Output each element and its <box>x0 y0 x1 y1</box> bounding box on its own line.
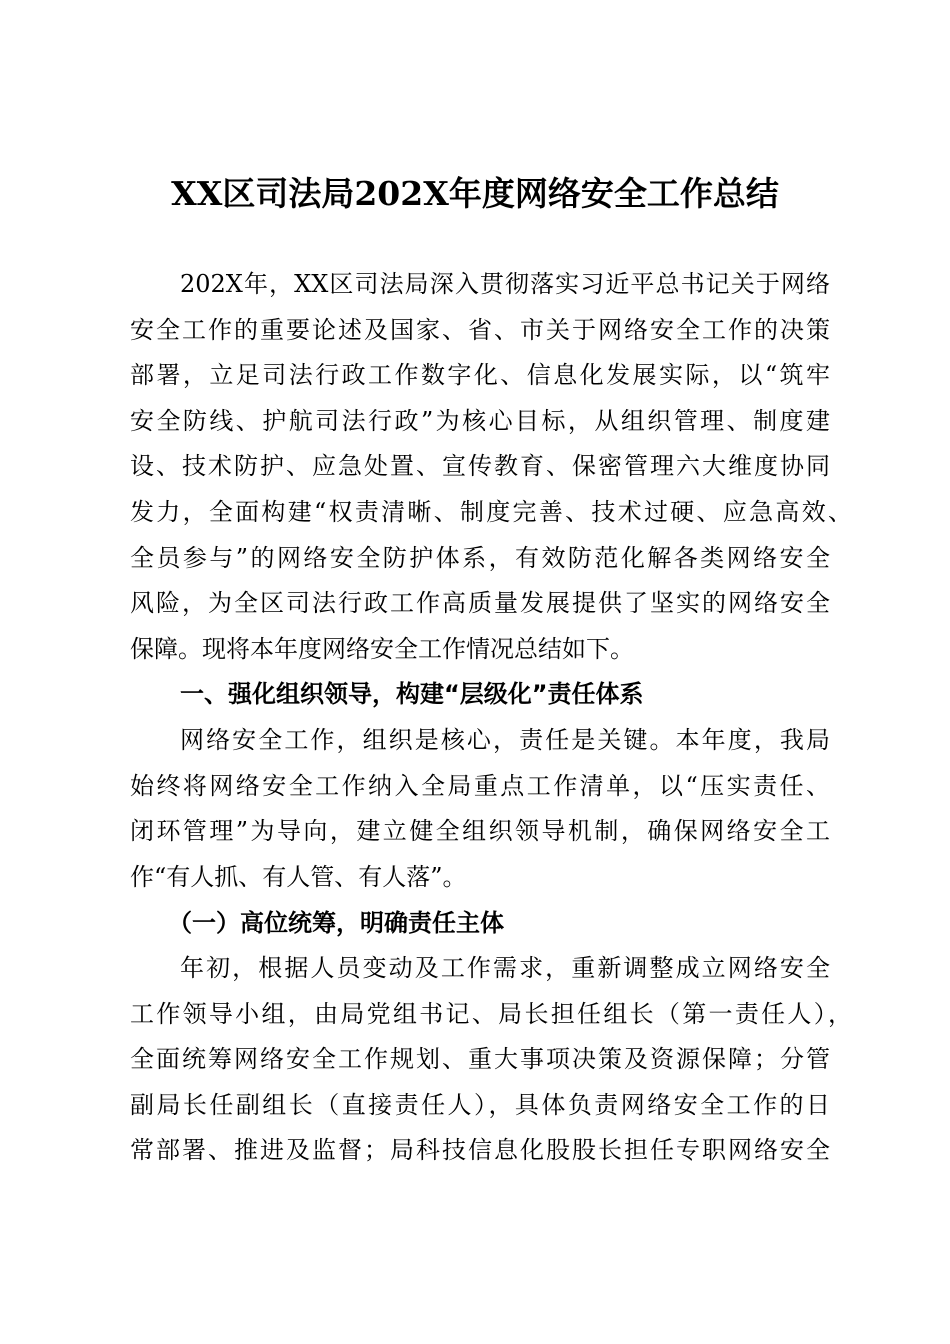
intro-line: 全员参与”的网络安全防护体系，有效防范化解各类网络安全 <box>130 543 830 572</box>
intro-line: 保障。现将本年度网络安全工作情况总结如下。 <box>130 634 634 663</box>
subsection-paragraph-line: 副局长任副组长（直接责任人），具体负责网络安全工作的日 <box>130 1090 830 1119</box>
document-title: XX区司法局202X年度网络安全工作总结 <box>171 174 779 213</box>
document-body <box>130 262 852 1174</box>
intro-line: 安全工作的重要论述及国家、省、市关于网络安全工作的决策 <box>130 315 830 344</box>
intro-line: 发力，全面构建“权责清晰、制度完善、技术过硬、应急高效、 <box>130 497 852 526</box>
section-paragraph-line: 作“有人抓、有人管、有人落”。 <box>130 862 467 891</box>
subsection-paragraph-line: 全面统筹网络安全工作规划、重大事项决策及资源保障；分管 <box>130 1045 830 1074</box>
section-paragraph-line: 始终将网络安全工作纳入全局重点工作清单，以“压实责任、 <box>130 771 830 800</box>
intro-line: 部署，立足司法行政工作数字化、信息化发展实际，以“筑牢 <box>130 361 830 390</box>
section-heading: 一、强化组织领导，构建“层级化”责任体系 <box>180 680 644 709</box>
subsection-paragraph-line: 工作领导小组，由局党组书记、局长担任组长（第一责任人）， <box>130 999 852 1028</box>
intro-line: 风险，为全区司法行政工作高质量发展提供了坚实的网络安全 <box>130 589 830 618</box>
subsection-heading: （一）高位统筹，明确责任主体 <box>168 908 504 938</box>
section-paragraph-line: 闭环管理”为导向，建立健全组织领导机制，确保网络安全工 <box>130 817 830 846</box>
section-paragraph-line: 网络安全工作，组织是核心，责任是关键。本年度，我局 <box>180 725 830 754</box>
intro-line: 安全防线、护航司法行政”为核心目标，从组织管理、制度建 <box>130 406 830 435</box>
subsection-paragraph-line: 常部署、推进及监督；局科技信息化股股长担任专职网络安全 <box>130 1136 830 1165</box>
intro-line: 202X年，XX区司法局深入贯彻落实习近平总书记关于网络 <box>180 270 830 298</box>
intro-line: 设、技术防护、应急处置、宣传教育、保密管理六大维度协同 <box>130 452 830 481</box>
subsection-paragraph-line: 年初，根据人员变动及工作需求，重新调整成立网络安全 <box>180 953 830 982</box>
